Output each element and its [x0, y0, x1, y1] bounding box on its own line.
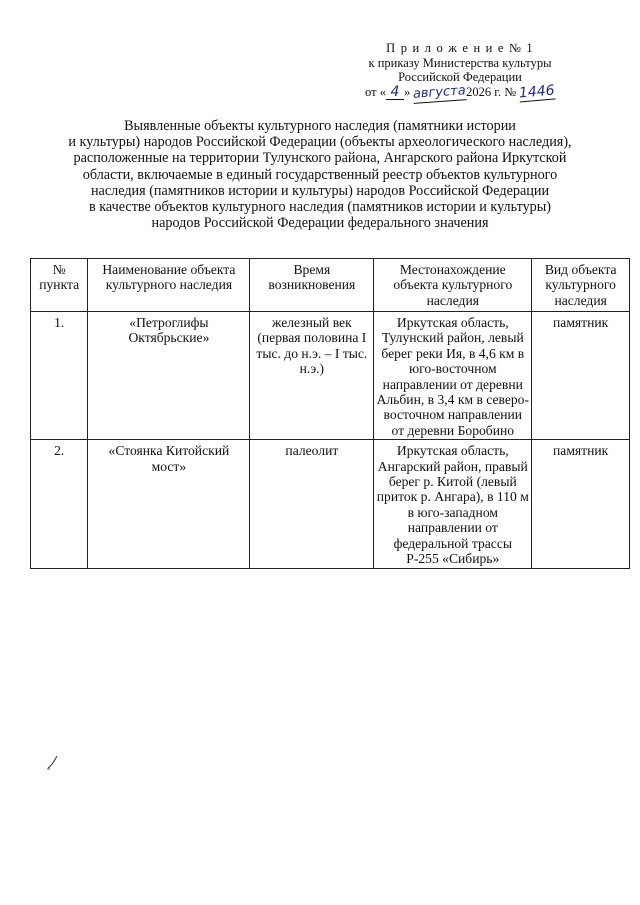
- title-line: Выявленные объекты культурного наследия (памятники истории: [124, 118, 516, 134]
- year-suffix: 2026 г. №: [466, 84, 517, 99]
- title-line: области, включаемые в единый государственный реестр объектов культурного: [82, 166, 558, 183]
- cell-name: «Стоянка Китойский мост»: [88, 440, 250, 568]
- handwritten-day: 4: [386, 85, 404, 101]
- appendix-order-ref: к приказу Министерства культуры: [368, 55, 552, 70]
- date-mid: »: [403, 84, 411, 99]
- header-name: Наименование объекта культурного наследия: [88, 259, 250, 312]
- title-line: и культуры) народов Российской Федерации (объекты археологического наследия),: [68, 134, 572, 151]
- order-date-line: [360, 81, 560, 102]
- cell-time: железный век (первая половина I тыс. до н.э. – I тыс. н.э.): [250, 312, 374, 440]
- title-line: расположенные на территории Тулунского района, Ангарского района Иркутской: [73, 150, 567, 167]
- title-line: в качестве объектов культурного наследия (памятников истории и культуры): [88, 199, 552, 216]
- appendix-block: [360, 41, 560, 101]
- date-prefix: от «: [365, 84, 386, 99]
- cell-location: Иркутская область, Тулунский район, левый берег реки Ия, в 4,6 км в юго-восточном направлении от деревни Альбин, в 3,4 км в северо-восточном направлении от деревни Боробино: [374, 312, 532, 440]
- header-number: № пункта: [31, 259, 88, 312]
- title-line: народов Российской Федерации федерального значения: [151, 215, 489, 232]
- title-line: наследия (памятников истории и культуры) народов Российской Федерации: [90, 182, 550, 199]
- appendix-heading: П р и л о ж е н и е № 1: [386, 41, 534, 55]
- table-header-row: [31, 259, 630, 312]
- cell-number: 2.: [31, 440, 88, 568]
- header-location: Местонахождение объекта культурного наследия: [374, 259, 532, 312]
- table-row: [31, 440, 630, 568]
- handwritten-order-number: 1446: [518, 81, 556, 102]
- cell-time: палеолит: [250, 440, 374, 568]
- document-title: [40, 118, 600, 231]
- handwritten-month: августа: [412, 82, 467, 102]
- cell-type: памятник: [532, 440, 630, 568]
- cell-number: 1.: [31, 312, 88, 440]
- cell-location: Иркутская область, Ангарский район, правый берег р. Китой (левый приток р. Ангара), в 110 м в юго-западном направлении от федеральной трассы Р-255 «Сибирь»: [374, 440, 532, 568]
- pen-mark: [46, 754, 60, 770]
- appendix-ministry: Российской Федерации: [398, 70, 522, 84]
- header-type: Вид объекта культурного наследия: [532, 259, 630, 312]
- heritage-objects-table: [30, 258, 630, 569]
- header-time: Время возникновения: [250, 259, 374, 312]
- table-row: [31, 312, 630, 440]
- cell-name: «Петроглифы Октябрьские»: [88, 312, 250, 440]
- cell-type: памятник: [532, 312, 630, 440]
